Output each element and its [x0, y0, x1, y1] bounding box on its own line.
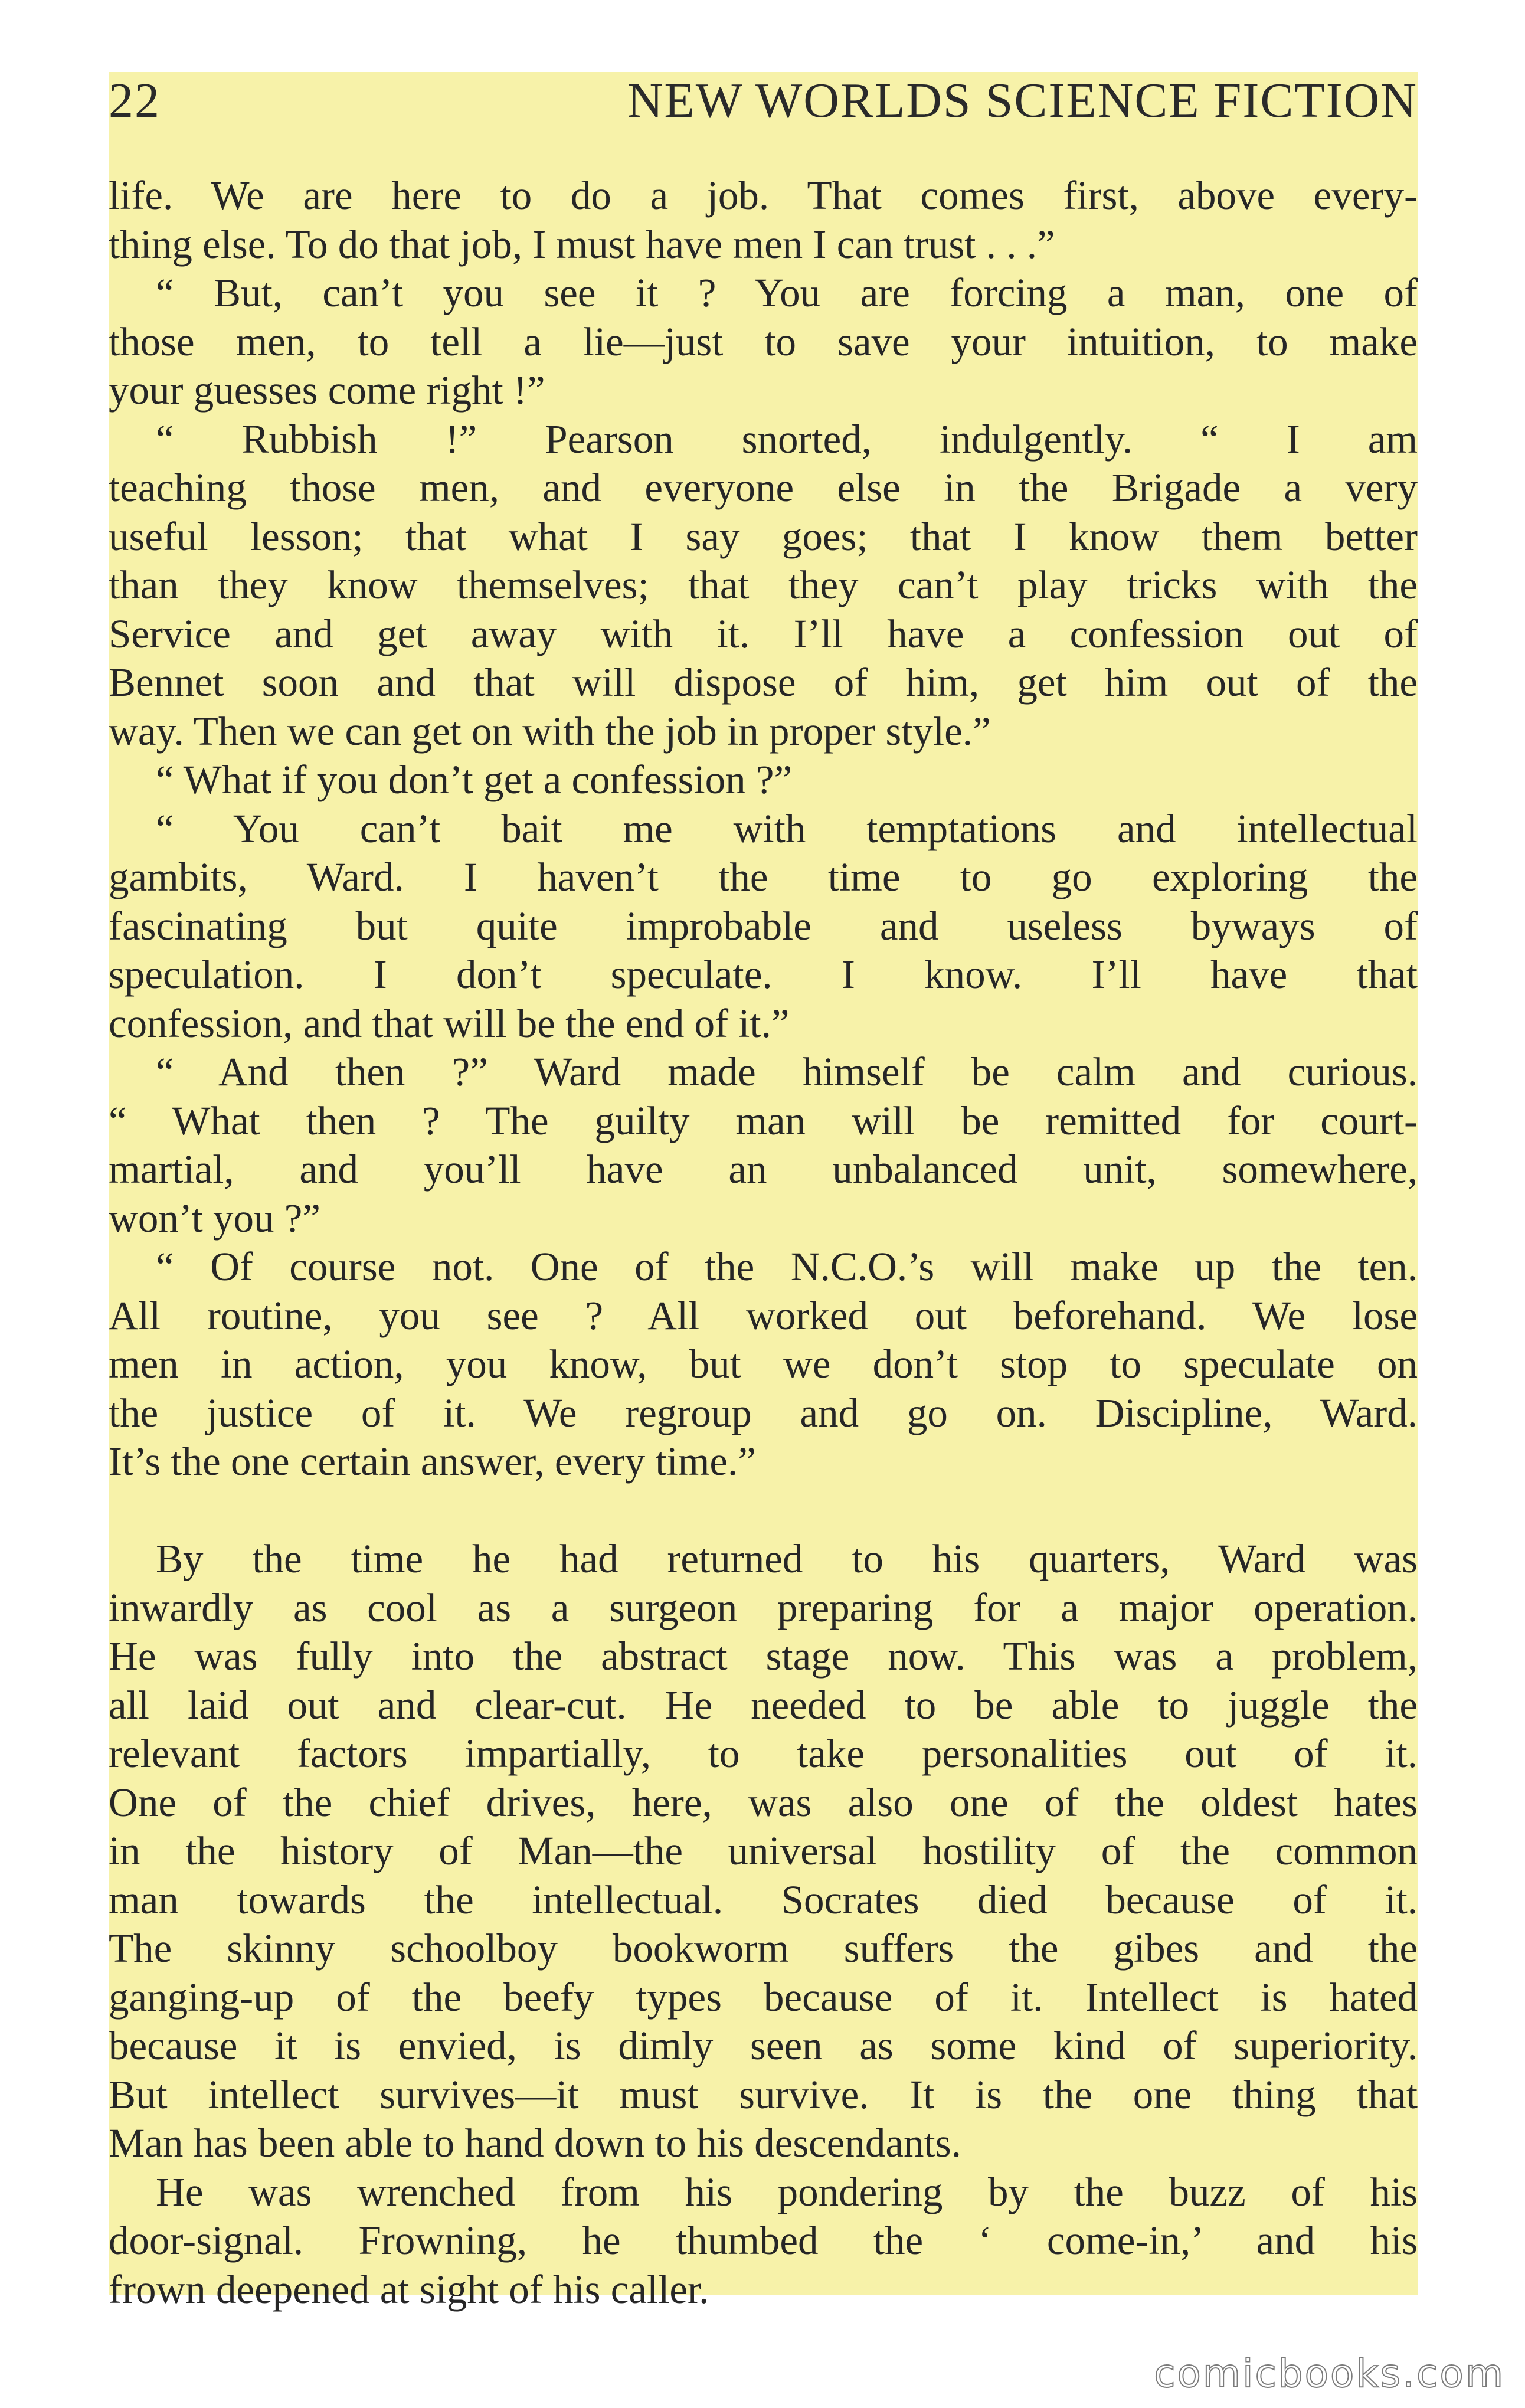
text-line: Man has been able to hand down to his descendants.	[109, 2121, 961, 2165]
text-line: The skinny schoolboy bookworm suffers the gibes and the	[109, 1926, 1418, 1971]
body-text	[109, 171, 1418, 2314]
text-line: ganging-up of the beefy types because of it. Intellect is hated	[109, 1974, 1418, 2020]
running-title: NEW WORLDS SCIENCE FICTION	[627, 73, 1418, 128]
text-line: gambits, Ward. I haven’t the time to go exploring the	[109, 855, 1418, 899]
text-line: than they know themselves; that they can’t play tricks with the	[109, 562, 1418, 607]
text-line: relevant factors impartially, to take personalities out of it.	[109, 1731, 1418, 1776]
text-line: He was wrenched from his pondering by the buzz of his	[156, 2169, 1418, 2214]
text-line: He was fully into the abstract stage now. This was a problem,	[109, 1634, 1418, 1679]
text-line: “ What then ? The guilty man will be remitted for court-	[109, 1098, 1418, 1143]
text-line: “ You can’t bait me with temptations and intellectual	[156, 806, 1418, 851]
text-line: all laid out and clear-cut. He needed to be able to juggle the	[109, 1682, 1418, 1728]
page-number: 22	[109, 73, 161, 128]
text-line: Bennet soon and that will dispose of him, get him out of the	[109, 660, 1418, 705]
paragraph-gap	[109, 1486, 1418, 1535]
text-line: door-signal. Frowning, he thumbed the ‘ come-in,’ and his	[109, 2218, 1418, 2263]
text-line: teaching those men, and everyone else in the Brigade a very	[109, 465, 1418, 510]
text-line: martial, and you’ll have an unbalanced unit, somewhere,	[109, 1147, 1418, 1192]
text-line: “ Of course not. One of the N.C.O.’s will make up the ten.	[156, 1244, 1418, 1289]
text-line: the justice of it. We regroup and go on. Discipline, Ward.	[109, 1390, 1418, 1435]
text-line: man towards the intellectual. Socrates died because of it.	[109, 1877, 1418, 1922]
text-line: But intellect survives—it must survive. It is the one thing that	[109, 2072, 1418, 2117]
text-line: frown deepened at sight of his caller.	[109, 2266, 709, 2312]
watermark-logo: comicbooks.com	[1154, 2351, 1505, 2396]
text-line: inwardly as cool as a surgeon preparing for a major operation.	[109, 1585, 1418, 1630]
text-line: “ And then ?” Ward made himself be calm and curious.	[156, 1049, 1418, 1094]
page-header	[109, 72, 1418, 131]
text-line: One of the chief drives, here, was also one of the oldest hates	[109, 1779, 1418, 1825]
text-line: because it is envied, is dimly seen as some kind of superiority.	[109, 2023, 1418, 2068]
text-line: It’s the one certain answer, every time.”	[109, 1439, 756, 1484]
text-line: All routine, you see ? All worked out beforehand. We lose	[109, 1293, 1418, 1338]
text-line: won’t you ?”	[109, 1195, 320, 1241]
text-line: Service and get away with it. I’ll have a confession out of	[109, 611, 1418, 656]
text-line: those men, to tell a lie—just to save your intuition, to make	[109, 319, 1418, 364]
text-line: thing else. To do that job, I must have men I can trust . . .”	[109, 221, 1055, 267]
text-line: “ Rubbish !” Pearson snorted, indulgently. “ I am	[156, 416, 1418, 462]
text-line: in the history of Man—the universal hostility of the common	[109, 1828, 1418, 1873]
text-line: By the time he had returned to his quarters, Ward was	[156, 1536, 1418, 1581]
text-line: useful lesson; that what I say goes; that I know them better	[109, 513, 1418, 559]
text-line: men in action, you know, but we don’t stop to speculate on	[109, 1342, 1418, 1386]
text-line: your guesses come right !”	[109, 368, 545, 413]
text-line: speculation. I don’t speculate. I know. I’ll have that	[109, 952, 1418, 997]
text-line: “ What if you don’t get a confession ?”	[156, 757, 793, 802]
text-line: life. We are here to do a job. That comes first, above every-	[109, 173, 1418, 218]
text-line: “ But, can’t you see it ? You are forcing a man, one of	[156, 270, 1418, 315]
text-line: way. Then we can get on with the job in proper style.”	[109, 708, 991, 754]
text-line: fascinating but quite improbable and useless byways of	[109, 903, 1418, 948]
text-line: confession, and that will be the end of it.”	[109, 1000, 790, 1046]
book-page	[109, 72, 1418, 2312]
